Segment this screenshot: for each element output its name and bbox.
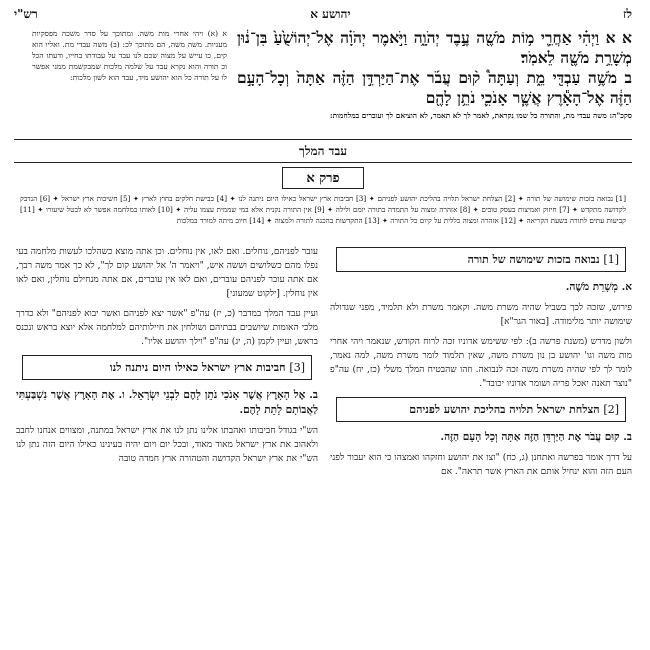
topic-title: חביבות ארץ ישראל כאילו היום ניתנה לנו (109, 361, 286, 374)
verse-footnote: סקכ"ה: משה עבדי מת, והתורה כל שמו נקראת, לאמר לך לא תאמר, לא הוציאם לך ועוברים במלחמות: (329, 111, 632, 120)
left-column (16, 245, 318, 485)
scripture-section (14, 28, 632, 136)
verse-quote: א. מְשָׁרֵת מֹשֶׁה. (565, 281, 632, 293)
rashi-commentary: א (א) ויהי אחרי מות משה. ומתוכך על סדר משכה מפסקיות מעניות. משה משה, הם מתוכך לכ: (ב) משה עבדי מת. ואליו הוא קים, כו עייש על מצוה שכם לנו עבד על עבודתו בחייו, ודעתו הכל וכ תורה והוא נקרא עבד על שלמה מלכות שמבקשמת ממני אפשר לו על תורה כל הוא יהושע מיד, עבד הוא לשון מלכות: (32, 29, 227, 82)
topic-title: הצלחת ישראל תלויה בהליכת יהושע לפניהם (409, 403, 600, 416)
topic-box-2 (336, 397, 626, 422)
paragraph: עובר לפניהם, נוחלים. ואם לאו, אין נוחלים. וכן אתה מוצא כשהלכו לעשות מלחמה בעי נפלו מהם כשלושים וששה איש, "ויאמר ה' אל יהושע קום לך", לא כך אמר משה רבך, אם אתה עובר לפניהם עוברים, ואם לאו אין עוברים, אם אתה מנחילם נוחלין, ואם לאו אין נוחלין. [ילקוט שמעוני] (16, 247, 318, 299)
paragraph: על דרך אומר בפרשה ואתחנן (ג, כח) "וצו את יהושע וחזקהו ואמצהו כי הוא יעבור לפני העם הזה והוא ינחיל אותם את הארץ אשר תראה". אם (330, 453, 632, 477)
verse-text (237, 28, 632, 136)
running-commentary-title: רש"י (14, 6, 38, 21)
topic-title: נבואה בזכות שימושה של תורה (467, 253, 600, 266)
topic-box-1 (336, 247, 626, 272)
right-column (330, 245, 632, 485)
section-title: עבד המלך (298, 144, 348, 158)
verse-quote: ב. קוּם עֲבֹר אֶת הַיַּרְדֵּן הַזֶּה אַתָּה וְכָל הָעָם הַזֶּה. (440, 431, 632, 443)
paragraph: הש"י בגודל חביבותו ואהבתו אלינו נתן לנו את ארץ ישראל במתנה, ומצווים אנחנו לחבב ולאהוב את ארץ ישראל מאוד מאוד, ובכל יום ויום יהיה בעינינו כאילו היום הזה נתן לנו הש"י את ארץ ישראל הקדושה והטהורה ארץ חמדה טובה (16, 426, 318, 464)
running-title: יהושע א (310, 6, 351, 21)
paragraph: ולשון מדרש (משנת פרשה ב): לפי ששימש אדוניו זכה לרוח הקודש, שנאמר ויהי אחרי מות משה וגו' יהושע בן נון משרת משה, שאין תלמוד לומר משרת משה, למה נאמר, לומר לך לפי שהיה משרת משה זכה לנבואה. וזהו שהבטיח המלך משלי (כז, יח) עה"פ "נוצר תאנה יאכל פריה ושומר אדוניו יכובד". (330, 337, 632, 389)
verse-quote: ב. אֶל הָאָרֶץ אֲשֶׁר אָנֹכִי נֹתֵן לָהֶם לִבְנֵי יִשְׂרָאֵל. ו. אֶת הָאָרֶץ אֲשֶׁר נִשְׁבַּעְתִּי לַאֲבוֹתָם לָתֵת לָהֶם. (16, 389, 318, 416)
chapter-heading: פרק א (282, 167, 364, 189)
verse-1: א א וַיְהִ֗י אַחֲרֵ֛י מ֥וֹת מֹשֶׁ֖ה עֶ֣בֶד יְהֹוָ֑ה וַיֹּ֣אמֶר יְהֹוָ֗ה אֶל־יְהוֹשֻׁ֙עַ֙ בִּן־נ֔וּן מְשָׁרֵ֥ת מֹשֶׁ֖ה לֵאמֹֽר׃ (237, 28, 632, 67)
commentary-columns (14, 245, 632, 485)
chapter-contents: [1] נבואה בזכות שימושה של תורה ✦ [2] הצלחת ישראל תלויה בהליכת יהושע לפניהם ✦ [3] חביבות ארץ ישראל כאילו היום ניתנה לנו ✦ [4] כבישת חלקים בחוץ לארץ ✦ [5] חשיבות ארץ ישראל ✦ [6] הנדבק לקדושה מתקדש ✦ [7] חיזוק ואמיצות בעסק טובים ✦ [8] אזהרה ומצוה על התמדה בתורה יומם ולילה ✦ [9] אין התורה נקנית אלא במי שממית עצמו עליה ✦ [10] לאותו במלחמה אפשר לא לבטל שיעורו ✦ [11] קביעות עתים לתורה בשעת הקריאה ✦ [12] אזהרה ומצוה כללית על קיום כל התורה ✦ [13] התקדשות בהכנה לתורה ולמצוה ✦ [14] חיוב מיתה למורד במלכות (20, 194, 626, 225)
topic-box-3 (22, 355, 312, 380)
topic-number: [1] (603, 253, 619, 266)
topic-number: [2] (603, 403, 619, 416)
divider (14, 162, 632, 163)
topic-number: [3] (289, 361, 305, 374)
verse-2: ב מֹשֶׁ֥ה עַבְדִּ֖י מֵ֑ת וְעַתָּה֩ ק֨וּם עֲבֹ֜ר אֶת־הַיַּרְדֵּ֣ן הַזֶּ֗ה אַתָּה֙ וְכָל־הָעָ֣ם הַזֶּ֔ה אֶל־הָאָ֕רֶץ אֲשֶׁ֧ר אָנֹכִ֛י נֹתֵ֥ן לָהֶ֖ם (237, 68, 632, 107)
divider (14, 139, 632, 140)
paragraph: פירוש, שזכה לכך בשביל שהיה משרת משה. וקאמר משרת ולא תלמיד, מפני שגדולה שימושה יותר מלימודה. [באור הגר"א] (330, 303, 632, 327)
page-number: לז (623, 6, 632, 21)
paragraph: ועיין עבד המלך במדבר (כ, יז) עה"פ "אשר יצא לפניהם ואשר יבוא לפניהם" ולא כדרך מלכי האומות שיושבים בבתיהם ושולחין את חיילותיהם למלחמה אלא יוצא בראש ונכנס בראש, ועיין לקמן (ה, יג) עה"פ "וילך יהושע אליו". (16, 309, 318, 347)
page-header (14, 4, 632, 24)
